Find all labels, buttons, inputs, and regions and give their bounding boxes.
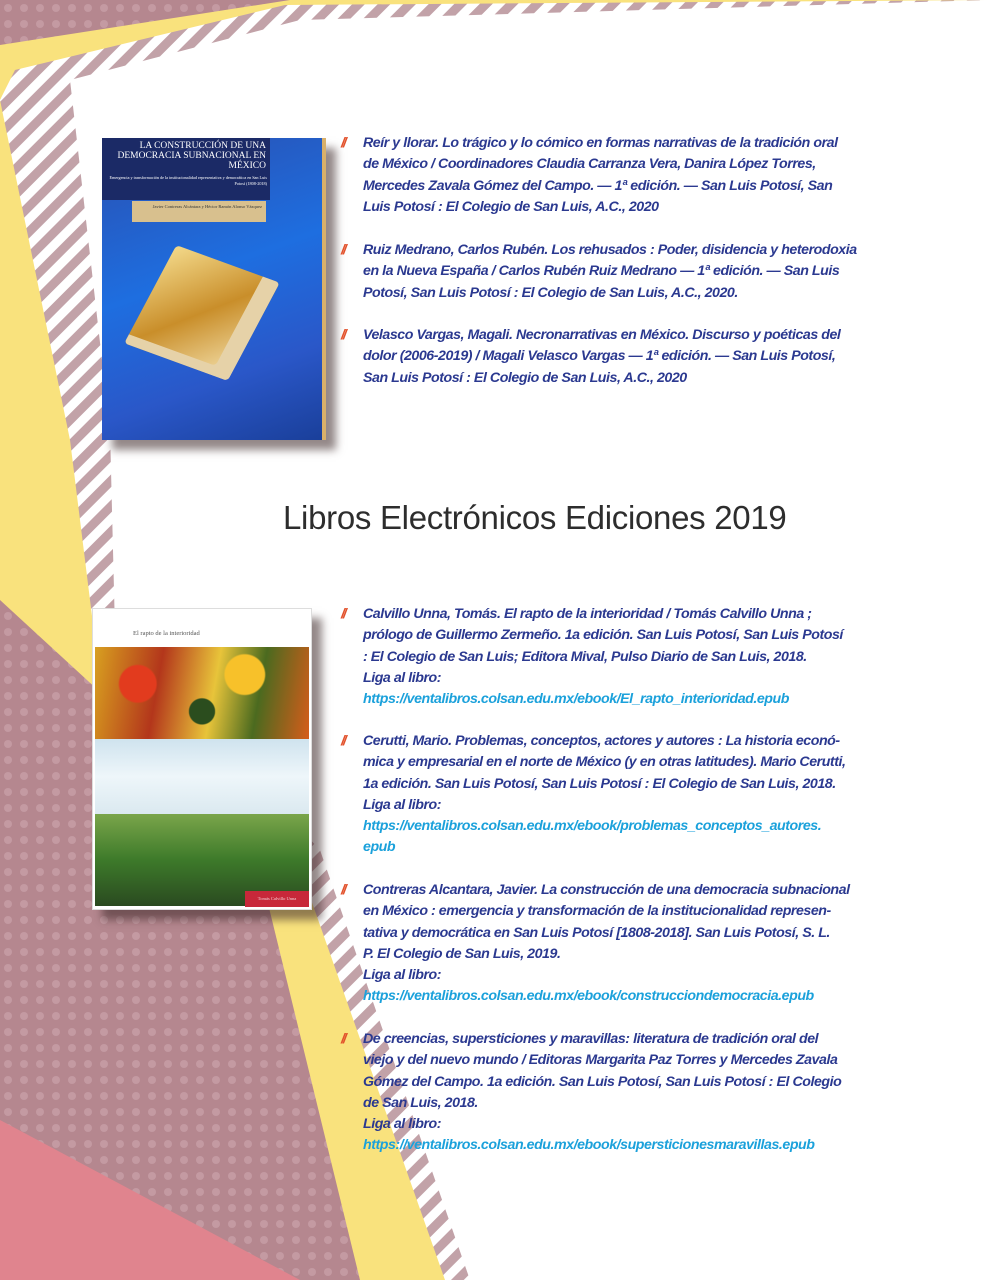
bullet-marker-icon: // xyxy=(341,1030,345,1046)
cover-authors: Javier Contreras Alcántara y Héctor Ramón Alonso Vázquez xyxy=(132,201,266,222)
bibliography-entry xyxy=(341,880,943,1008)
entry-text-line: Gómez del Campo. 1a edición. San Luis Potosí, San Luis Potosí : El Colegio xyxy=(363,1073,842,1090)
entry-text-line: Velasco Vargas, Magali. Necronarrativas en México. Discurso y poéticas del xyxy=(363,327,841,343)
entry-text-line: tativa y democrática en San Luis Potosí [1808-2018]. San Luis Potosí, S. L. xyxy=(363,924,830,941)
ebook-link[interactable]: https://ventalibros.colsan.edu.mx/ebook/problemas_conceptos_autores. xyxy=(363,818,822,835)
bibliography-entry xyxy=(341,731,943,859)
entry-text-line: Reír y llorar. Lo trágico y lo cómico en formas narrativas de la tradición oral xyxy=(363,135,838,151)
link-label: Liga al libro: xyxy=(363,796,442,813)
ebook-link[interactable]: https://ventalibros.colsan.edu.mx/ebook/El_rapto_interioridad.epub xyxy=(363,691,789,708)
cover-author: Tomás Calvillo Unna xyxy=(245,891,309,907)
bibliography-entry xyxy=(341,240,943,304)
cover-title: El rapto de la interioridad xyxy=(133,630,200,637)
bibliography-entry xyxy=(341,1029,943,1157)
entry-text-line: prólogo de Guillermo Zermeño. 1a edición. San Luis Potosí, San Luis Potosí xyxy=(363,627,843,644)
link-label: Liga al libro: xyxy=(363,669,442,686)
entry-text-line: de México / Coordinadores Claudia Carranza Vera, Danira López Torres, xyxy=(363,156,816,173)
entry-text-line: Luis Potosí : El Colegio de San Luis, A.C., 2020 xyxy=(363,198,659,215)
cover-title: LA CONSTRUCCIÓN DE UNA DEMOCRACIA SUBNACIONAL EN MÉXICO xyxy=(117,141,266,171)
painting-image xyxy=(95,647,309,739)
bullet-marker-icon: // xyxy=(341,134,345,150)
ebook-link[interactable]: https://ventalibros.colsan.edu.mx/ebook/supersticionesmaravillas.epub xyxy=(363,1137,815,1154)
entry-text-line: Ruiz Medrano, Carlos Rubén. Los rehusados : Poder, disidencia y heterodoxia xyxy=(363,242,857,258)
book-cover-rapto-interioridad xyxy=(92,608,312,910)
link-label: Liga al libro: xyxy=(363,1116,442,1133)
entry-text-line: De creencias, supersticiones y maravillas: literatura de tradición oral del xyxy=(363,1031,819,1047)
entry-text-line: Potosí, San Luis Potosí : El Colegio de San Luis, A.C., 2020. xyxy=(363,284,738,301)
bullet-marker-icon: // xyxy=(341,881,345,897)
entry-text-line: P. El Colegio de San Luis, 2019. xyxy=(363,945,561,962)
entry-text-line: San Luis Potosí : El Colegio de San Luis, A.C., 2020 xyxy=(363,369,687,386)
ebook-link[interactable]: https://ventalibros.colsan.edu.mx/ebook/construcciondemocracia.epub xyxy=(363,988,814,1005)
ebook-link[interactable]: epub xyxy=(363,839,396,856)
entry-text-line: 1a edición. San Luis Potosí, San Luis Potosí : El Colegio de San Luis, 2018. xyxy=(363,775,836,792)
bibliography-entry xyxy=(341,325,943,389)
entry-text-line: : El Colegio de San Luis; Editora Mival, Pulso Diario de San Luis, 2018. xyxy=(363,648,807,665)
bullet-marker-icon: // xyxy=(341,326,345,342)
entry-text-line: mica y empresarial en el norte de México (y en otras latitudes). Mario Cerutti, xyxy=(363,754,846,771)
book-cover-democracia xyxy=(102,138,326,440)
entry-text-line: dolor (2006-2019) / Magali Velasco Vargas — 1ª edición. — San Luis Potosí, xyxy=(363,348,836,365)
puzzle-cube-image xyxy=(124,245,280,381)
link-label: Liga al libro: xyxy=(363,967,442,984)
entry-text-line: Calvillo Unna, Tomás. El rapto de la interioridad / Tomás Calvillo Unna ; xyxy=(363,606,812,622)
bibliography-entry xyxy=(341,604,943,710)
bullet-marker-icon: // xyxy=(341,241,345,257)
entry-text-line: en México : emergencia y transformación de la institucionalidad represen- xyxy=(363,903,831,920)
section-heading: Libros Electrónicos Ediciones 2019 xyxy=(283,499,787,536)
entry-text-line: Cerutti, Mario. Problemas, conceptos, actores y autores : La historia econó- xyxy=(363,733,840,749)
bibliography-entry xyxy=(341,133,943,218)
entry-text-line: en la Nueva España / Carlos Rubén Ruiz Medrano — 1ª edición. — San Luis xyxy=(363,263,840,280)
entry-text-line: Contreras Alcantara, Javier. La construcción de una democracia subnacional xyxy=(363,882,850,898)
entry-text-line: de San Luis, 2018. xyxy=(363,1094,478,1111)
entry-text-line: Mercedes Zavala Gómez del Campo. — 1ª edición. — San Luis Potosí, San xyxy=(363,177,833,194)
cover-subtitle: Emergencia y transformación de la institucionalidad representativa y democrática en San Luis Potosí (1808-2018) xyxy=(109,175,267,186)
bullet-marker-icon: // xyxy=(341,605,345,621)
bullet-marker-icon: // xyxy=(341,732,345,748)
entry-text-line: viejo y del nuevo mundo / Editoras Margarita Paz Torres y Mercedes Zavala xyxy=(363,1052,838,1069)
